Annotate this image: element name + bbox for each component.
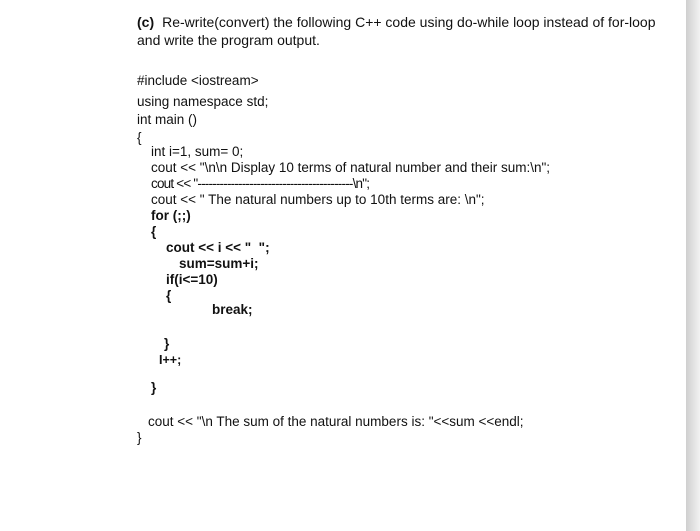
code-line-cout-natural: cout << " The natural numbers up to 10th terms are: \n";	[151, 192, 485, 207]
code-line-increment: I++;	[159, 353, 182, 367]
code-line-cout-display: cout << "\n\n Display 10 terms of natural number and their sum:\n";	[151, 160, 551, 175]
code-line-declarations: int i=1, sum= 0;	[151, 144, 244, 159]
code-line-cout-dashes: cout << "------------------------------------------\n";	[151, 176, 370, 191]
code-line-include: #include <iostream>	[137, 73, 259, 88]
code-line-cout-sum: cout << "\n The sum of the natural numbers is: "<<sum <<endl;	[148, 414, 524, 429]
code-line-if-close-brace: }	[164, 336, 170, 351]
code-line-sum: sum=sum+i;	[179, 256, 259, 271]
code-line-for: for (;;)	[151, 208, 191, 223]
code-line-main: int main ()	[137, 112, 198, 127]
question-c	[137, 13, 667, 49]
code-line-for-close-brace: }	[151, 380, 157, 395]
code-line-break: break;	[212, 302, 253, 317]
code-line-namespace: using namespace std;	[137, 94, 269, 109]
code-line-if-open-brace: {	[166, 288, 172, 303]
code-line-open-brace: {	[137, 130, 142, 145]
question-text: Re-write(convert) the following C++ code using do-while loop instead of for-loop and write the program output.	[137, 14, 656, 48]
code-line-cout-i: cout << i << " ";	[166, 240, 270, 255]
code-line-if: if(i<=10)	[166, 272, 218, 287]
page-edge-shadow	[686, 0, 700, 531]
code-line-close-brace: }	[137, 430, 142, 445]
code-line-for-open-brace: {	[151, 224, 157, 239]
question-label: (c)	[137, 14, 155, 30]
